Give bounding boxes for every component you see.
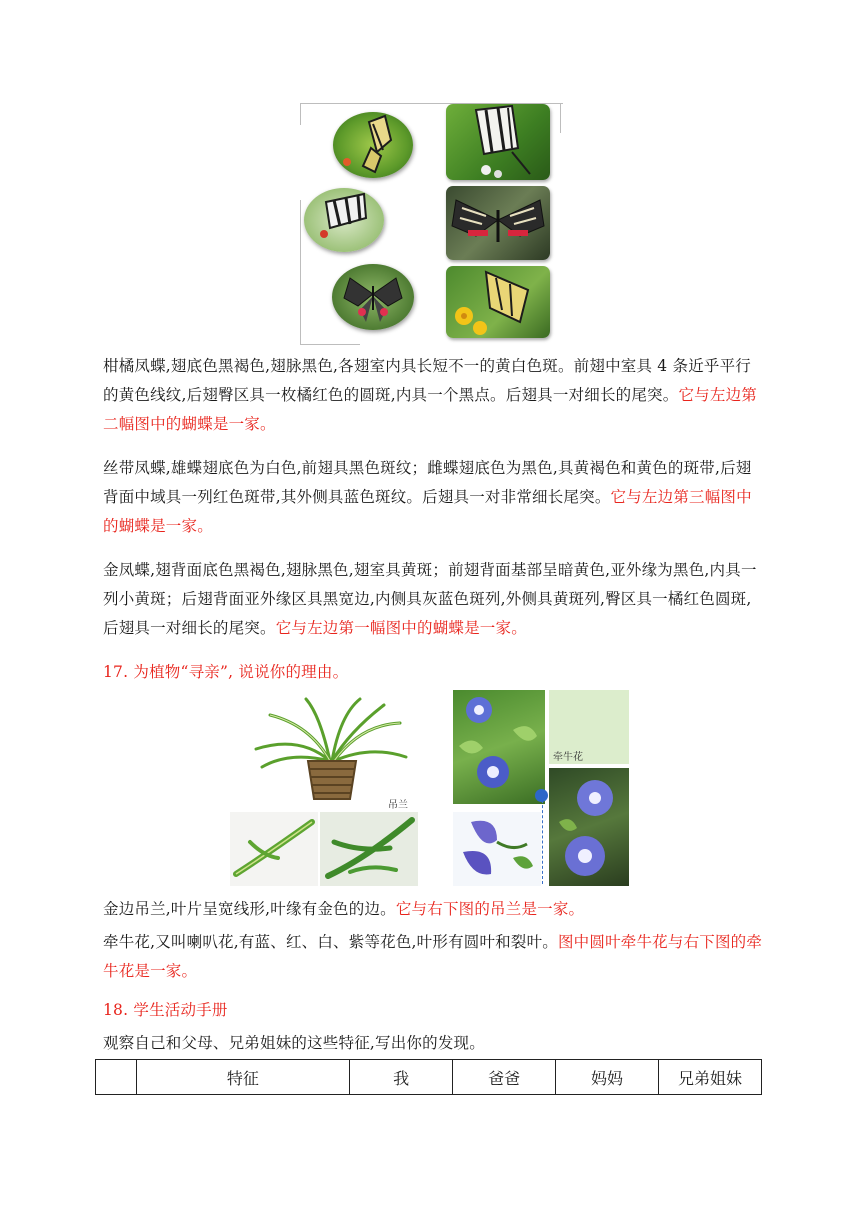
butterfly-icon xyxy=(304,188,384,252)
butterfly-photo-b xyxy=(446,186,550,260)
morning-glory-photo-right xyxy=(549,768,629,886)
butterfly-photo-3 xyxy=(332,264,414,330)
label-box-qianniuhua xyxy=(549,690,629,764)
butterfly-photo-a xyxy=(446,104,550,180)
answer-text: 它与左边第一幅图中的蝴蝶是一家。 xyxy=(275,619,527,637)
butterfly-icon xyxy=(446,186,550,260)
spider-plant-icon xyxy=(250,695,412,807)
butterfly-icon xyxy=(332,264,414,330)
paragraph-citrus-swallowtail xyxy=(103,352,763,439)
table-header-cell: 妈妈 xyxy=(556,1060,659,1095)
morning-glory-icon xyxy=(549,768,629,886)
connector-dot xyxy=(535,789,548,802)
answer-text: 它与右下图的吊兰是一家。 xyxy=(395,900,585,918)
label-qianniuhua: 牵牛花 xyxy=(553,752,583,763)
paragraph-ribbon-swallowtail xyxy=(103,454,763,541)
morning-glory-photo-white xyxy=(453,812,541,886)
label-diaolan: 吊兰 xyxy=(388,800,408,811)
paragraph-text: 金凤蝶,翅背面底色黑褐色,翅脉黑色,翅室具黄斑；前翅背面基部呈暗黄色,亚外缘为黑色,内具一列小黄斑；后翅背面亚外缘区具黑宽边,内侧具灰蓝色斑列,外侧具黄斑列,臀区具一橘红色圆斑,后翅具一对细长的尾突。 xyxy=(103,561,757,637)
leaf-closeup-2 xyxy=(320,812,418,886)
question-18-instruction: 观察自己和父母、兄弟姐妹的这些特征,写出你的发现。 xyxy=(103,1034,485,1052)
answer-text: 它与左边第二幅图中的蝴蝶是一家。 xyxy=(103,386,757,433)
morning-glory-icon xyxy=(453,812,541,886)
butterfly-icon xyxy=(446,104,550,180)
table-header-cell: 特征 xyxy=(136,1060,350,1095)
paragraph-text: 牵牛花,又叫喇叭花,有蓝、红、白、紫等花色,叶形有圆叶和裂叶。 xyxy=(103,933,558,951)
leaf-closeup-1 xyxy=(230,812,318,886)
butterfly-icon xyxy=(333,112,413,178)
paragraph-golden-swallowtail xyxy=(103,556,763,643)
traits-table xyxy=(95,1059,762,1095)
table-header-cell: 我 xyxy=(350,1060,453,1095)
answer-text: 图中圆叶牵牛花与右下图的牵牛花是一家。 xyxy=(103,933,763,980)
paragraph-text: 金边吊兰,叶片呈宽线形,叶缘有金色的边。 xyxy=(103,900,396,918)
question-18-heading: 18. 学生活动手册 xyxy=(103,1001,228,1019)
paragraph-text: 丝带凤蝶,雄蝶翅底色为白色,前翅具黑色斑纹；雌蝶翅底色为黑色,具黄褐色和黄色的斑带,后翅背面中域具一列红色斑带,其外侧具蓝色斑纹。后翅具一对非常细长尾突。 xyxy=(103,459,752,506)
question-17-heading: 17. 为植物“寻亲”, 说说你的理由。 xyxy=(103,663,349,681)
leaf-icon xyxy=(320,812,418,886)
table-header-cell: 爸爸 xyxy=(453,1060,556,1095)
table-header-cell: 兄弟姐妹 xyxy=(659,1060,762,1095)
table-header-cell xyxy=(96,1060,137,1095)
butterfly-photo-1 xyxy=(333,112,413,178)
butterfly-photo-c xyxy=(446,266,550,338)
butterfly-photo-2 xyxy=(304,188,384,252)
paragraph-spider-plant xyxy=(103,895,763,924)
morning-glory-icon xyxy=(453,690,545,804)
spider-plant-photo xyxy=(250,695,412,807)
morning-glory-photo-top xyxy=(453,690,545,804)
paragraph-text: 柑橘凤蝶,翅底色黑褐色,翅脉黑色,各翅室内具长短不一的黄白色斑。前翅中室具 4 条近乎平行的黄色线纹,后翅臀区具一枚橘红色的圆斑,内具一个黑点。后翅具一对细长的尾突。 xyxy=(103,357,751,404)
leaf-icon xyxy=(230,812,318,886)
connector-line xyxy=(542,800,543,884)
paragraph-morning-glory xyxy=(103,928,763,986)
table-header-row xyxy=(96,1060,762,1095)
butterfly-icon xyxy=(446,266,550,338)
answer-text: 它与左边第三幅图中的蝴蝶是一家。 xyxy=(103,488,752,535)
